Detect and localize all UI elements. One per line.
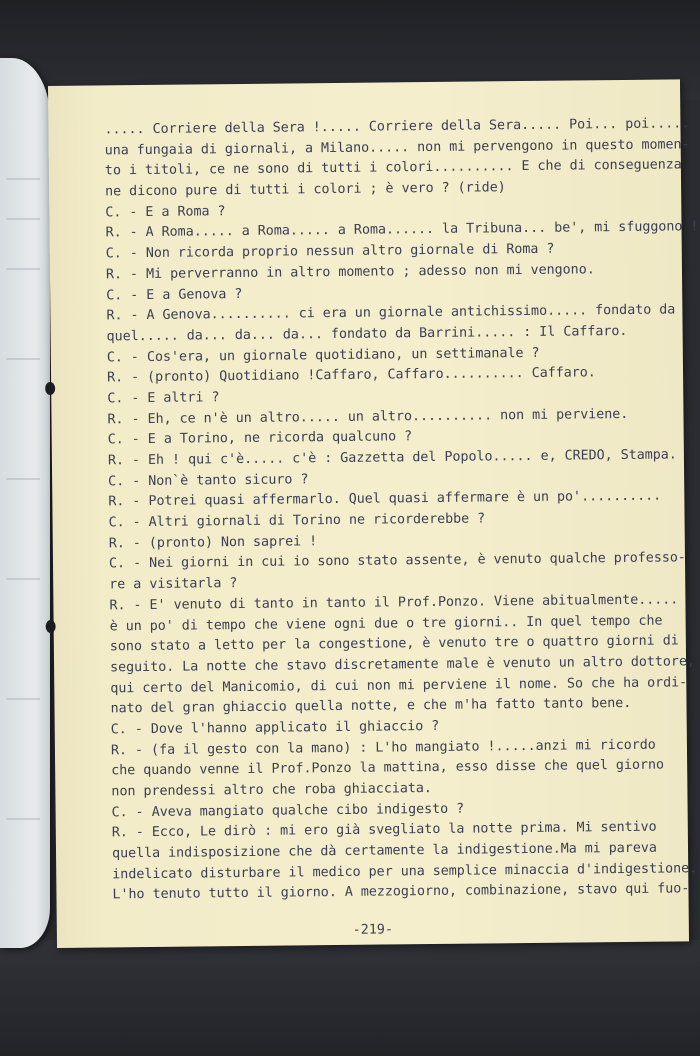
text-line: R. - (pronto) Non saprei ! bbox=[108, 533, 318, 552]
text-line: R. - (fa il gesto con la mano) : L'ho mangiato !.....anzi mi ricordo bbox=[110, 737, 656, 759]
text-line: L'ho tenuto tutto il giorno. A mezzogiorno, combinazione, stavo qui fuo- bbox=[112, 881, 690, 903]
text-line: R. - (pronto) Quotidiano !Caffaro, Caffaro.......... Caffaro. bbox=[106, 365, 596, 386]
text-line: R. - A Genova.......... ci era un giornale antichissimo..... fondato da bbox=[106, 302, 676, 324]
text-line: una fungaia di giornali, a Milano..... non mi pervengono in questo momen- bbox=[104, 136, 690, 159]
text-line: ne dicono pure di tutti i colori ; è vero ? (ride) bbox=[105, 180, 506, 200]
text-line: R. - Mi perverranno in altro momento ; adesso non mi vengono. bbox=[105, 262, 595, 283]
page-number: -219- bbox=[352, 922, 394, 938]
text-line: R. - A Roma..... a Roma..... a Roma...... la Tribuna... be', mi sfuggono ! bbox=[105, 219, 699, 241]
text-line: C. - Dove l'hanno applicato il ghiaccio ? bbox=[110, 718, 440, 738]
text-line: R. - Eh, ce n'è un altro..... un altro.......... non mi perviene. bbox=[107, 406, 629, 428]
text-line: ..... Corriere della Sera !..... Corriere della Sera..... Poi... poi..... bbox=[104, 116, 690, 138]
text-line: to i titoli, ce ne sono di tutti i colori.......... E che di conseguenza bbox=[104, 157, 682, 179]
text-line: C. - Altri giornali di Torino ne ricorderebbe ? bbox=[108, 511, 486, 531]
text-line: quella indisposizione che dà certamente la indigestione.Ma mi pareva bbox=[111, 840, 657, 862]
punch-hole-top bbox=[45, 382, 55, 395]
text-line: sono stato a letto per la congestione, è venuto tre o quattro giorni di bbox=[109, 633, 679, 655]
transcript-text bbox=[104, 114, 699, 906]
previous-page-edge bbox=[0, 58, 50, 948]
text-line: C. - Non`è tanto sicuro ? bbox=[108, 471, 309, 490]
text-line: è un po' di tempo che viene ogni due o tre giorni.. In quel tempo che bbox=[109, 613, 663, 634]
text-line: nato del gran ghiaccio quella notte, e che m'ha fatto tanto bene. bbox=[110, 696, 632, 717]
text-line: quel..... da... da... da... fondato da Barrini..... : Il Caffaro. bbox=[106, 323, 628, 345]
text-line: C. - Cos'era, un giornale quotidiano, un settimanale ? bbox=[106, 345, 540, 365]
typewritten-page bbox=[48, 79, 699, 948]
text-line: seguito. La notte che stavo discretamente male è venuto un altro dottore, bbox=[110, 654, 696, 676]
text-line: C. - Nei giorni in cui io sono stato assente, è venuto qualche professo- bbox=[108, 550, 686, 572]
text-line: C. - E altri ? bbox=[107, 390, 220, 407]
text-line: qui certo del Manicomio, di cui non mi perviene il nome. So che ha ordi- bbox=[110, 674, 688, 696]
text-line: non prendessi altro che roba ghiacciata. bbox=[111, 781, 432, 800]
text-line: C. - E a Roma ? bbox=[105, 203, 226, 221]
text-line: C. - E a Genova ? bbox=[106, 286, 243, 303]
text-line: C. - Aveva mangiato qualche cibo indigesto ? bbox=[111, 801, 465, 821]
text-line: R. - Eh ! qui c'è..... c'è : Gazzetta del Popolo..... e, CREDO, Stampa. bbox=[107, 447, 677, 469]
text-line: indelicato disturbare il medico per una semplice minaccia d'indigestione. bbox=[112, 860, 698, 883]
text-line: C. - Non ricorda proprio nessun altro giornale di Roma ? bbox=[105, 241, 555, 262]
text-line: C. - E a Torino, ne ricorda qualcuno ? bbox=[107, 429, 413, 448]
background-bottom bbox=[0, 940, 700, 1056]
punch-hole-bottom bbox=[46, 620, 56, 633]
text-line: che quando venne il Prof.Ponzo la mattina, esso disse che quel giorno bbox=[111, 757, 665, 779]
text-line: R. - Ecco, Le dirò : mi ero già svegliato la notte prima. Mi sentivo bbox=[111, 820, 657, 841]
text-line: R. - E' venuto di tanto in tanto il Prof.Ponzo. Viene abitualmente..... bbox=[109, 592, 679, 614]
text-line: R. - Potrei quasi affermarlo. Quel quasi affermare è un po'.......... bbox=[108, 488, 662, 510]
text-line: re a visitarla ? bbox=[109, 576, 238, 593]
